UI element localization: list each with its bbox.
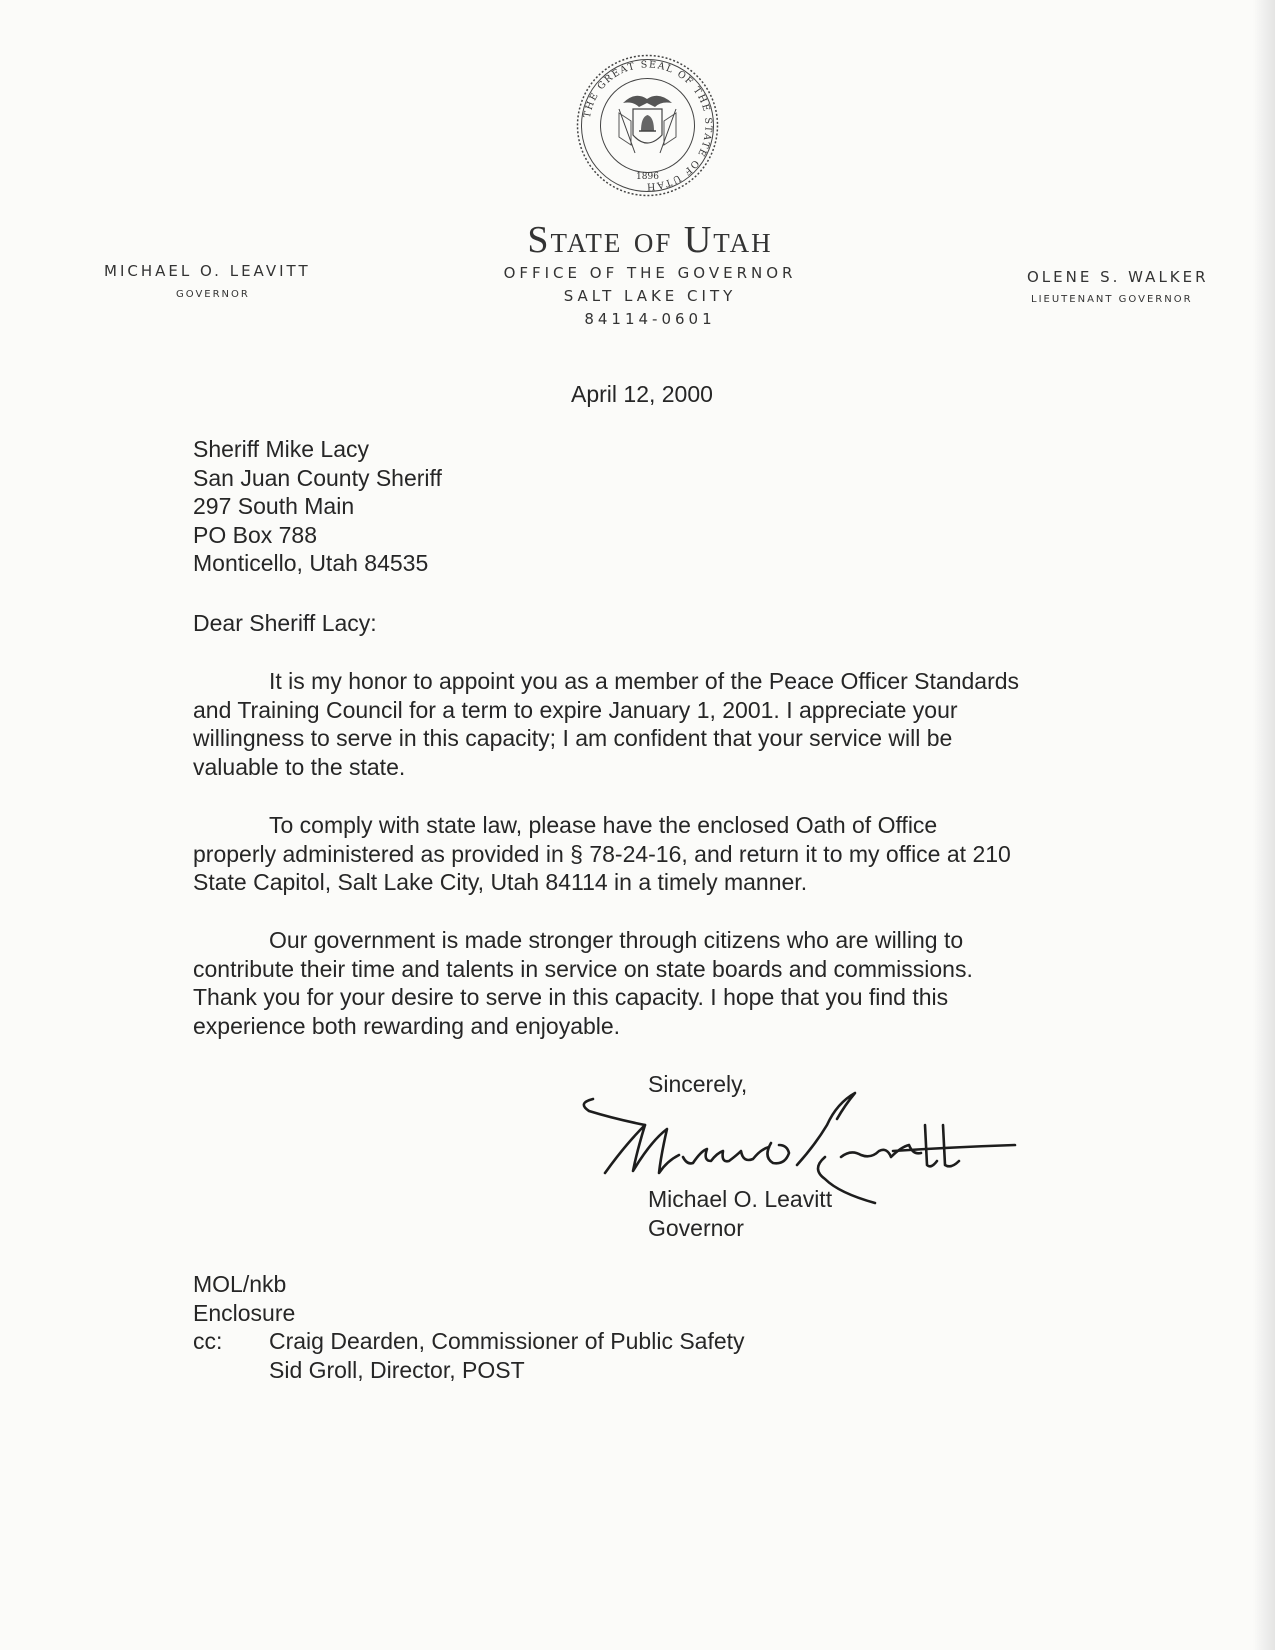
paragraph-line: State Capitol, Salt Lake City, Utah 84114 in a timely manner. xyxy=(193,869,808,895)
state-seal-icon xyxy=(575,53,720,198)
cc-recipient: Sid Groll, Director, POST xyxy=(269,1356,525,1383)
recipient-address xyxy=(193,435,442,578)
page-edge-shadow xyxy=(1253,0,1275,1650)
paragraph-line: and Training Council for a term to expire January 1, 2001. I appreciate your xyxy=(193,696,958,723)
salutation: Dear Sheriff Lacy: xyxy=(193,610,377,636)
paragraph-line: properly administered as provided in § 78-24-16, and return it to my office at 210 xyxy=(193,840,1011,867)
paragraph-line: It is my honor to appoint you as a member of the Peace Officer Standards xyxy=(269,668,1020,694)
body-paragraph-1 xyxy=(193,667,1019,781)
address-line: Sheriff Mike Lacy xyxy=(193,436,369,462)
cc-recipient: Craig Dearden, Commissioner of Public Safety xyxy=(269,1328,745,1354)
office-city: SALT LAKE CITY xyxy=(563,287,737,305)
office-name: OFFICE OF THE GOVERNOR xyxy=(503,264,797,282)
address-line: 297 South Main xyxy=(193,493,355,519)
address-line: PO Box 788 xyxy=(193,521,318,548)
seal-year: 1896 xyxy=(636,172,659,182)
state-title: State of Utah xyxy=(527,219,773,261)
paragraph-line: valuable to the state. xyxy=(193,753,406,780)
enclosure-note: Enclosure xyxy=(193,1299,296,1326)
body-paragraph-2 xyxy=(193,811,1011,897)
lt-governor-title-header: LIEUTENANT GOVERNOR xyxy=(1031,294,1193,305)
body-paragraph-3 xyxy=(193,926,973,1040)
paragraph-line: Our government is made stronger through citizens who are willing to xyxy=(269,927,964,953)
governor-title-header: GOVERNOR xyxy=(176,289,250,300)
paragraph-line: To comply with state law, please have the enclosed Oath of Office xyxy=(269,812,938,838)
paragraph-line: experience both rewarding and enjoyable. xyxy=(193,1012,621,1039)
office-address-block xyxy=(400,262,900,331)
cc-list xyxy=(269,1327,745,1384)
seal-ring-text: THE GREAT SEAL OF THE STATE OF UTAH xyxy=(581,59,714,192)
address-line: Monticello, Utah 84535 xyxy=(193,550,429,576)
cc-block xyxy=(193,1327,745,1384)
signer-name: Michael O. Leavitt xyxy=(648,1186,833,1212)
paragraph-line: contribute their time and talents in service on state boards and commissions. xyxy=(193,955,973,982)
letter-footer xyxy=(193,1270,745,1384)
paragraph-line: willingness to serve in this capacity; I am confident that your service will be xyxy=(193,725,953,751)
typist-initials: MOL/nkb xyxy=(193,1271,287,1297)
signer-title: Governor xyxy=(648,1215,744,1241)
address-line: San Juan County Sheriff xyxy=(193,464,442,491)
governor-name-header: MICHAEL O. LEAVITT xyxy=(104,262,311,280)
cc-label: cc: xyxy=(193,1328,223,1354)
paragraph-line: Thank you for your desire to serve in this capacity. I hope that you find this xyxy=(193,984,949,1010)
letter-date: April 12, 2000 xyxy=(571,381,713,407)
lt-governor-name-header: OLENE S. WALKER xyxy=(1027,268,1209,286)
closing: Sincerely, xyxy=(648,1071,748,1097)
office-zip: 84114-0601 xyxy=(584,310,716,328)
